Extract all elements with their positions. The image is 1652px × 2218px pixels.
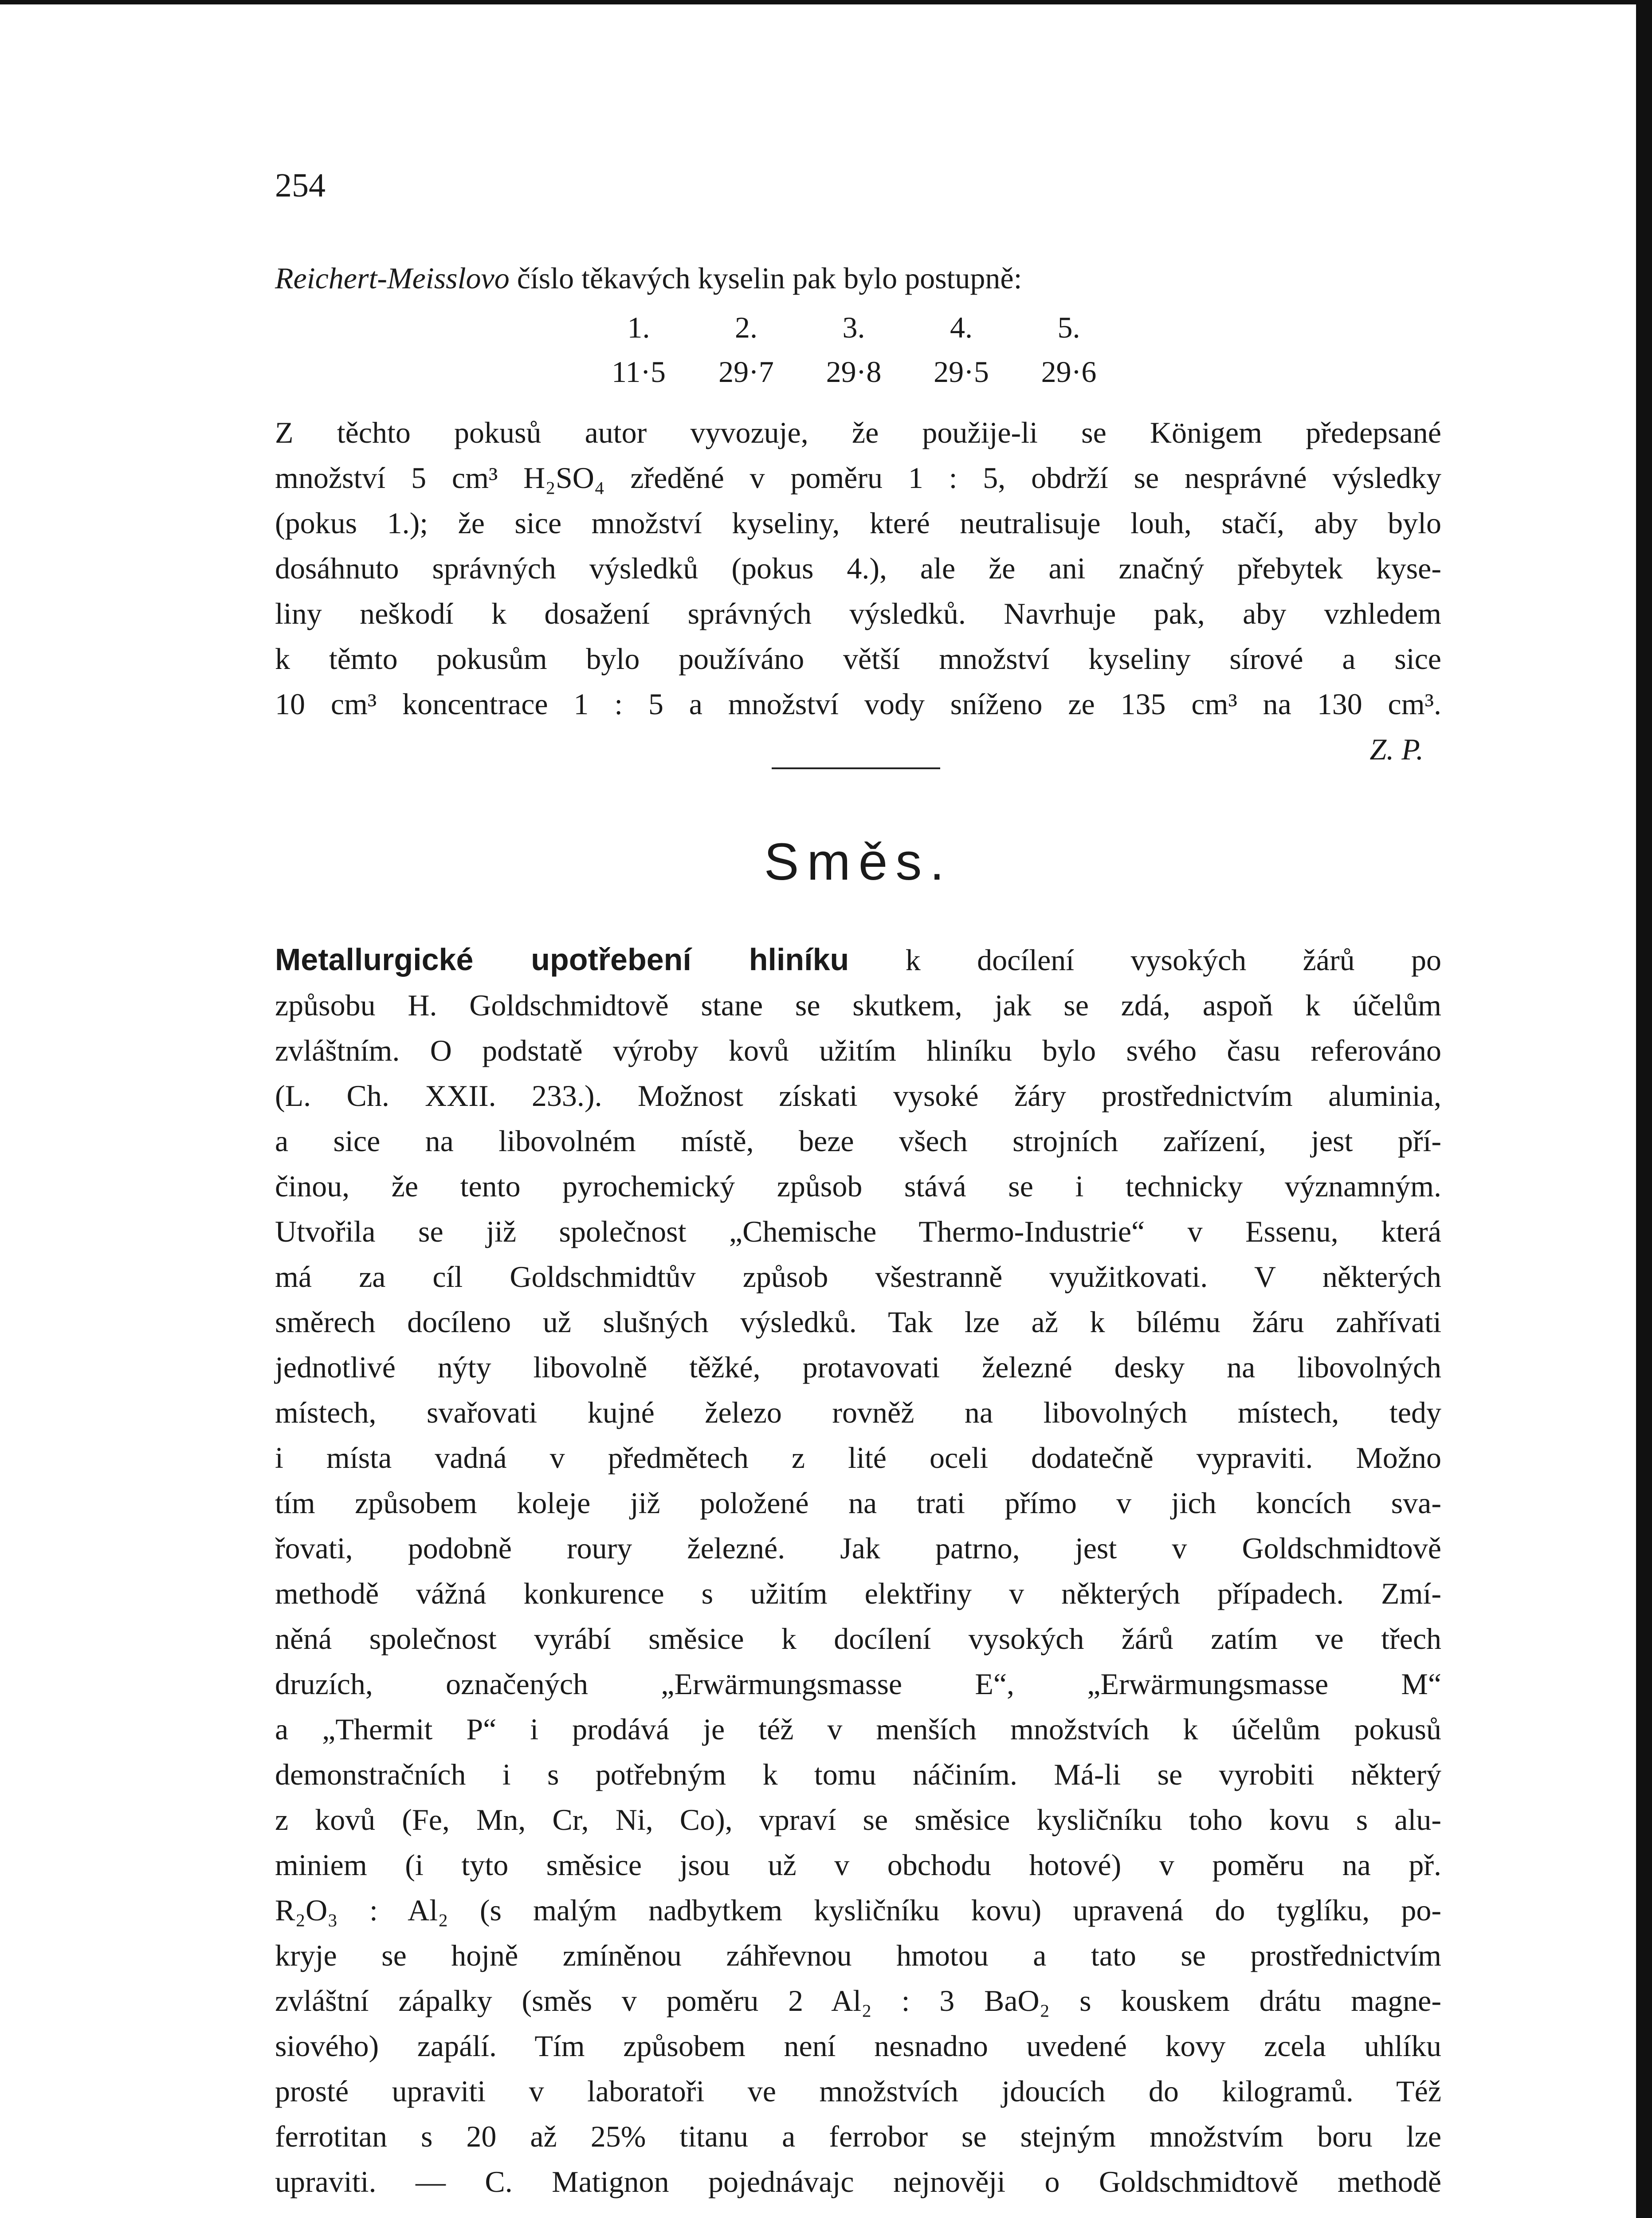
article [275,937,1441,2204]
article-lead: Metallurgické upotřebení hliníku [275,942,849,977]
article-line-text: k docílení vysokých žárů po [849,943,1441,977]
article-line [275,937,1441,983]
article-line: druzích, označených „Erwärmungsmasse E“, „Erwärmungsmasse M“ [275,1667,1441,1701]
intro-rest: číslo těkavých kyselin pak bylo postupně: [509,261,1022,295]
article-line: demonstračních i s potřebným k tomu náčiním. Má-li se vyrobiti některý [275,1758,1441,1791]
article-line: tím způsobem koleje již položené na trati přímo v jich koncích sva- [275,1486,1441,1520]
table-header-cell: 2. [735,311,757,344]
scan-edge-right [1636,0,1652,2218]
table-header-cell: 5. [1057,311,1080,344]
table-value-cell: 29·7 [718,355,774,389]
article-line: (L. Ch. XXII. 233.). Možnost získati vysoké žáry prostřednictvím aluminia, [275,1079,1441,1113]
intro-line [275,256,1441,301]
article-line: zvláštní zápalky (směs v poměru 2 Al₂ : 3 BaO₂ s kouskem drátu magne- [275,1984,1441,2017]
table-value-cell: 29·8 [826,355,882,389]
article-line: ferrotitan s 20 až 25% titanu a ferrobor se stejným množstvím boru lze [275,2120,1441,2153]
table-value-row [585,350,1122,394]
table-header-cell: 3. [842,311,865,344]
scan-edge-top [0,0,1652,4]
article-line: a „Thermit P“ i prodává je též v menších množstvích k účelům pokusů [275,1712,1441,1746]
table-header-cell: 4. [950,311,973,344]
table-value-cell: 29·5 [934,355,989,389]
section-heading: Směs. [764,833,953,891]
article-line: upraviti. — C. Matignon pojednávajc nejnověji o Goldschmidtově methodě [275,2165,1441,2198]
article-line: činou, že tento pyrochemický způsob stává se i technicky významným. [275,1169,1441,1203]
table-value-cell: 11·5 [611,355,666,389]
article-line: a sice na libovolném místě, beze všech strojních zařízení, jest pří- [275,1124,1441,1158]
intro-name: Reichert-Meisslovo [275,261,510,295]
table-value-cell: 29·6 [1041,355,1097,389]
paragraph-line: dosáhnuto správných výsledků (pokus 4.), ale že ani značný přebytek kyse- [275,551,1441,585]
signature: Z. P. [1369,732,1424,766]
paragraph-1 [275,410,1441,727]
article-line: miniem (i tyto směsice jsou už v obchodu hotové) v poměru na př. [275,1848,1441,1882]
article-line: kryje se hojně zmíněnou záhřevnou hmotou a tato se prostřednictvím [275,1939,1441,1972]
article-line: něná společnost vyrábí směsice k docílení vysokých žárů zatím ve třech [275,1622,1441,1656]
article-line: R₂O₃ : Al₂ (s malým nadbytkem kysličníku kovu) upravená do tyglíku, po- [275,1893,1441,1927]
table-header-row [585,305,1122,350]
page-number: 254 [275,167,326,204]
article-line: směrech docíleno už slušných výsledků. Tak lze až k bílému žáru zahřívati [275,1305,1441,1339]
paragraph-line: (pokus 1.); že sice množství kyseliny, které neutralisuje louh, stačí, aby bylo [275,506,1441,540]
paragraph-line: množství 5 cm³ H₂SO₄ zředěné v poměru 1 : 5, obdrží se nesprávné výsledky [275,461,1441,495]
article-line: prosté upraviti v laboratoři ve množstvích jdoucích do kilogramů. Též [275,2074,1441,2108]
paragraph-line: liny neškodí k dosažení správných výsledků. Navrhuje pak, aby vzhledem [275,597,1441,630]
results-table [585,305,1122,394]
page [275,169,1441,2204]
article-line: má za cíl Goldschmidtův způsob všestranně využitkovati. V některých [275,1260,1441,1294]
article-line: řovati, podobně roury železné. Jak patrno, jest v Goldschmidtově [275,1531,1441,1565]
paragraph-line: 10 cm³ koncentrace 1 : 5 a množství vody sníženo ze 135 cm³ na 130 cm³. [275,687,1441,721]
article-line: zvláštním. O podstatě výroby kovů užitím hliníku bylo svého času referováno [275,1034,1441,1067]
divider-rule [772,767,940,769]
paragraph-line: Z těchto pokusů autor vyvozuje, že použije-li se Königem předepsané [275,416,1441,449]
paragraph-line: k těmto pokusům bylo používáno větší množství kyseliny sírové a sice [275,642,1441,676]
article-line: způsobu H. Goldschmidtově stane se skutkem, jak se zdá, aspoň k účelům [275,988,1441,1022]
article-line: jednotlivé nýty libovolně těžké, protavovati železné desky na libovolných [275,1350,1441,1384]
article-line: místech, svařovati kujné železo rovněž na libovolných místech, tedy [275,1396,1441,1429]
table-header-cell: 1. [627,311,650,344]
article-line: i místa vadná v předmětech z lité oceli dodatečně vypraviti. Možno [275,1441,1441,1475]
article-line: z kovů (Fe, Mn, Cr, Ni, Co), vpraví se směsice kysličníku toho kovu s alu- [275,1803,1441,1837]
article-line: methodě vážná konkurence s užitím elektřiny v některých případech. Zmí- [275,1577,1441,1610]
article-line: Utvořila se již společnost „Chemische Thermo-Industrie“ v Essenu, která [275,1215,1441,1248]
article-line: siového) zapálí. Tím způsobem není nesnadno uvedené kovy zcela uhlíku [275,2029,1441,2063]
